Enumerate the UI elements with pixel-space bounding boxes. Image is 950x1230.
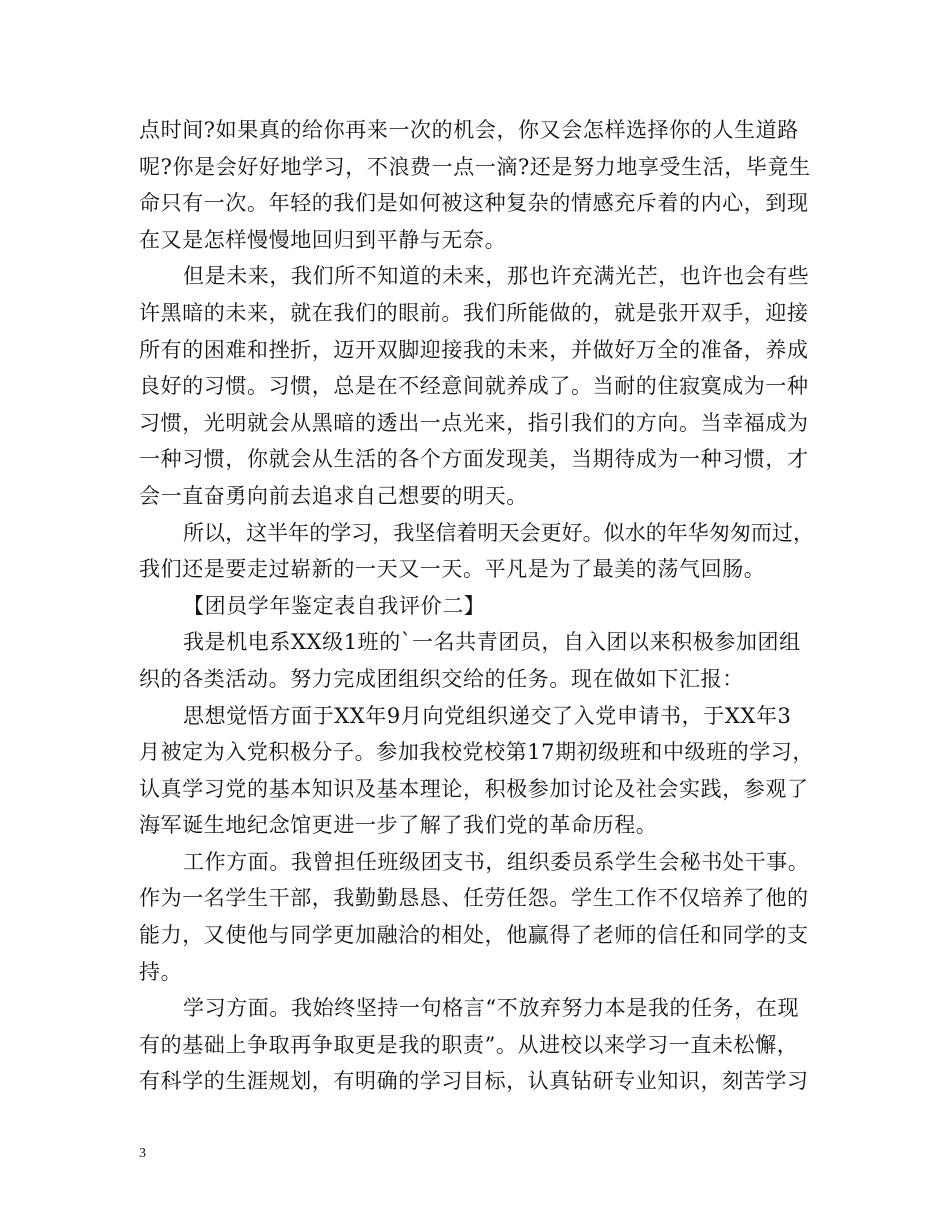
- text-line: 我是机电系XX级1班的`一名共青团员，自入团以来积极参加团组: [183, 630, 801, 655]
- text-line: 工作方面。我曾担任班级团支书，组织委员系学生会秘书处干事。: [183, 849, 810, 874]
- text-line: 月被定为入党积极分子。参加我校党校第17期初级班和中级班的学习，: [139, 740, 814, 765]
- text-line: 能力，又使他与同学更加融洽的相处，他赢得了老师的信任和同学的支: [139, 923, 809, 948]
- text-line: 命只有一次。年轻的我们是如何被这种复杂的情感充斥着的内心，到现: [139, 191, 809, 216]
- document-body: [139, 112, 814, 1100]
- text-line: 所以，这半年的学习，我坚信着明天会更好。似水的年华匆匆而过，: [183, 520, 814, 545]
- text-line: 学习方面。我始终坚持一句格言“不放弃努力本是我的任务，在现: [183, 996, 800, 1021]
- text-line: 织的各类活动。努力完成团组织交给的任务。现在做如下汇报：: [139, 666, 744, 691]
- text-line: 但是未来，我们所不知道的未来，那也许充满光芒，也许也会有些: [183, 264, 810, 289]
- text-line: 【团员学年鉴定表自我评价二】: [183, 593, 486, 618]
- text-line: 持。: [139, 959, 183, 984]
- text-line: 许黑暗的未来，就在我们的眼前。我们所能做的，就是张开双手，迎接: [139, 300, 809, 325]
- text-line: 一种习惯，你就会从生活的各个方面发现美，当期待成为一种习惯，才: [139, 447, 809, 472]
- text-line: 有科学的生涯规划，有明确的学习目标，认真钻研专业知识，刻苦学习: [139, 1069, 809, 1094]
- page-number: 3: [139, 1146, 146, 1161]
- text-line: 所有的困难和挫折，迈开双脚迎接我的未来，并做好万全的准备，养成: [139, 337, 809, 362]
- text-line: 思想觉悟方面于XX年9月向党组织递交了入党申请书，于XX年3: [183, 703, 792, 728]
- text-line: 习惯，光明就会从黑暗的透出一点光来，指引我们的方向。当幸福成为: [139, 410, 809, 435]
- text-line: 点时间?如果真的给你再来一次的机会，你又会怎样选择你的人生道路: [139, 118, 799, 142]
- text-line: 认真学习党的基本知识及基本理论，积极参加讨论及社会实践，参观了: [139, 776, 809, 801]
- text-line: 呢?你是会好好地学习，不浪费一点一滴?还是努力地享受生活，毕竟生: [139, 154, 811, 179]
- text-line: 作为一名学生干部，我勤勤恳恳、任劳任怨。学生工作不仅培养了他的: [139, 886, 809, 911]
- text-line: 海军诞生地纪念馆更进一步了解了我们党的革命历程。: [139, 813, 658, 838]
- text-line: 我们还是要走过崭新的一天又一天。平凡是为了最美的荡气回肠。: [139, 557, 766, 582]
- text-line: 有的基础上争取再争取更是我的职责”。从进校以来学习一直未松懈，: [139, 1032, 799, 1057]
- text-line: 良好的习惯。习惯，总是在不经意间就养成了。当耐的住寂寞成为一种: [139, 374, 809, 399]
- text-line: 会一直奋勇向前去追求自己想要的明天。: [139, 483, 528, 508]
- text-line: 在又是怎样慢慢地回归到平静与无奈。: [139, 227, 507, 252]
